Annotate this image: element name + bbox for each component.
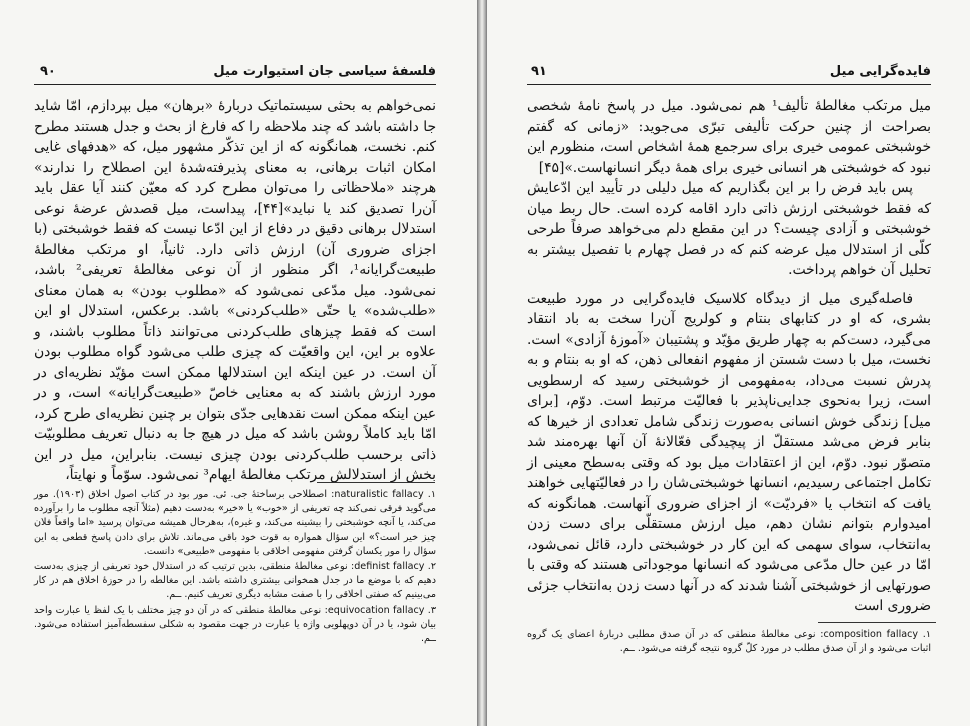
left-footnotes [34, 488, 436, 647]
right-footnote-1: ۱. composition fallacy: نوعی مغالطهٔ منطقی که در آن صدق مطلبی دربارهٔ اعضای یک گروه اثبات می‌شود و از آن صدق مطلب در مورد کلّ گروه نتیجه گرفته می‌شود. ــم. [527, 629, 931, 655]
left-page-number: ۹۰ [40, 64, 56, 79]
right-footnote-rule [818, 622, 936, 623]
right-running-header [527, 62, 931, 85]
left-footnote-1: ۱. naturalistic fallacy: اصطلاحی برساختهٔ جی. ئی. مور بود در کتاب اصول اخلاق (۱۹۰۳). مور می‌گوید فرقی نمی‌کند چه تعریفی از «خوب» یا «خیر» به‌دست دهیم (مثلاً آنچه مطلوب ما را برآورده می‌کند، یا آنچه خوشبختی را بیشینه می‌کند، و غیره)، به‌هرحال همیشه می‌توان پرسید «اما واقعاً فلان چیز خیر است؟» این سؤال همواره به قوت خود باقی می‌ماند. تلاش برای دادن پاسخ قطعی به این سؤال را مور یکسان گرفتن مفهومی اخلاقی با مفهومی «طبیعی» دانست. [34, 489, 436, 557]
left-body-text [34, 96, 436, 486]
right-footnotes [527, 628, 931, 657]
right-paragraph-2: پس باید فرض را بر این بگذاریم که میل دلیلی در تأیید این ادّعایش که فقط خوشبختی ارزش ذاتی دارد اقامه کرده است. حال ربط میان خوشبختی و آزادی چیست؟ در این مقطع دلم می‌خواهد صرفاً طرحی کلّی از استدلال میل عرضه کنم که در فصل چهارم با تفصیل بیشتر به تحلیل آن خواهم پرداخت. [527, 180, 931, 278]
book-gutter [478, 0, 486, 726]
left-page [0, 0, 478, 726]
left-footnote-2: ۲. definist fallacy: نوعی مغالطهٔ منطقی، بدین ترتیب که در استدلال خود تعریفی از چیزی به‌دست دهیم که با موضع ما در جدل همخوانی بیشتری داشته باشد. این مغالطه را در حوزهٔ اخلاق هم در کار می‌بینیم که صفتی اخلاقی را با صفت مشابه دیگری تعریف کنیم. ــم. [34, 561, 437, 601]
left-paragraph-1: نمی‌خواهم به بحثی سیستماتیک دربارهٔ «برهان» میل بپردازم، امّا شاید جا داشته باشد که چند ملاحظه را که فارغ از بحث و جدل هستند مطرح کنم. نخست، همانگونه که از این تذکّر مشهور میل، که «هدفهای غایی امکان اثبات برهانی، به معنای پذیرفته‌شده‌ٔ این اصطلاح را ندارند» هرچند «ملاحظاتی را می‌توان مطرح کرد که معیّن کنند آیا عقل باید آن‌را تصدیق کند یا نباید»[۴۴]، پیداست، میل قصدش عرضهٔ نوعی استدلال برهانی دقیق در دفاع از این ادّعا نیست که فقط خوشبختی (با اجزای ضروری آن) ارزش ذاتی دارد. ثانیاً، او مرتکب مغالطهٔ طبیعت‌گرایانه¹، اگر منظور از آن نوعی مغالطهٔ تعریفی² باشد، نمی‌شود. میل مدّعی نمی‌شود که «مطلوب بودن» به همان معنای «طلب‌شده» یا حتّی «طلب‌کردنی» باشد. برعکس، استدلال او این است که فقط چیزهای طلب‌کردنی می‌توانند ذاتاً مطلوب باشند، و علاوه بر این، این واقعیّت که چیزی طلب می‌شود گواه مطلوب بودن آن است. در عین اینکه این استدلالها ممکن است مؤیّد نظریه‌ای در مورد ارزش باشند که به معنایی خاصّ «طبیعت‌گرایانه» است، و در عین اینکه ممکن است نقدهایی جدّی بتوان بر چنین نظریه‌ای طرح کرد، امّا باید کاملاً روشن باشد که میل در هیچ جا به دنبال تعریف مطلوبیّت ذاتی برحسب طلب‌کردنی بودن چیزی نیست. بنابراین، میل در این بخش از استدلالش مرتکب مغالطهٔ ایهام³ نمی‌شود. سوّماً و نهایتاً، [34, 98, 436, 483]
right-paragraph-1: میل مرتکب مغالطهٔ تألیف¹ هم نمی‌شود. میل در پاسخ نامهٔ شخصی بصراحت از چنین حرکت تألیفی تبرّی می‌جوید: «زمانی که گفتم خوشبختی عمومی خیری برای سرجمع همهٔ اشخاص است، منظورم این نبود که خوشبختی هر انسانی خیری برای همهٔ دیگر انسانهاست.»[۴۵] [527, 98, 931, 176]
right-header-title: فایده‌گرایی میل [829, 64, 931, 79]
right-page [486, 0, 970, 726]
left-header-title: فلسفهٔ سیاسی جان استیوارت میل [213, 64, 436, 79]
left-footnote-rule [317, 482, 435, 483]
left-running-header [34, 62, 436, 85]
right-body-text [527, 96, 931, 617]
right-paragraph-3: فاصله‌گیری میل از دیدگاه کلاسیک فایده‌گرایی در مورد طبیعت بشری، که او در کتابهای بنتام و کولریج آن‌را سخت به باد انتقاد می‌گیرد، دست‌کم به چهار طریق مؤیّد و پشتیبان «آموزهٔ آزادی» است. نخست، میل با دست شستن از مفهوم انفعالی ذهن، که او به بنتام و به پدرش نسبت می‌داد، به‌مفهومی از خوشبختی رسید که ارسطویی است، زیرا به‌نحوی جدایی‌ناپذیر با فعالیّت مرتبط است. دوّم، [برای میل] زندگی خوش انسانی به‌صورت زندگی شامل تعدادی از خیرها که بنابر فرض می‌شد مستقلّ از پیچیدگی فعّالانهٔ آن آنها بهره‌مند شد متصوّر نبود. دوّم، این از اعتقادات میل بود که وقتی به‌سطح معینی از تکامل اجتماعی رسیدیم، انسانها خوشبختی‌شان را در فعالیّتهایی خواهند یافت که انتخاب یا «فردیّت» از اجزای ضروری آنهاست. همانگونه که امیدوارم بتوانم نشان دهم، میل ارزش مستقلّی برای دست زدن به‌انتخاب، سوای سهمی که این کار در خوشبختی دارد، قائل نمی‌شود، امّا در عین حال مدّعی می‌شود که انسانها موجوداتی هستند که وقتی با صورتهایی از خوشبختی آشنا شدند که در آنها دست زدن به‌انتخاب جزئی ضروری است [527, 290, 931, 614]
left-footnote-3: ۳. equivocation fallacy: نوعی مغالطهٔ منطقی که در آن دو چیز مختلف با یک لفظ یا عبارت واحد بیان شود، یا در آن دوپهلویی واژه یا عبارت در جهت مقصود به شکلی سفسطه‌آمیز استفاده می‌شود. ــم. [34, 604, 436, 645]
right-page-number: ۹۱ [531, 64, 547, 79]
